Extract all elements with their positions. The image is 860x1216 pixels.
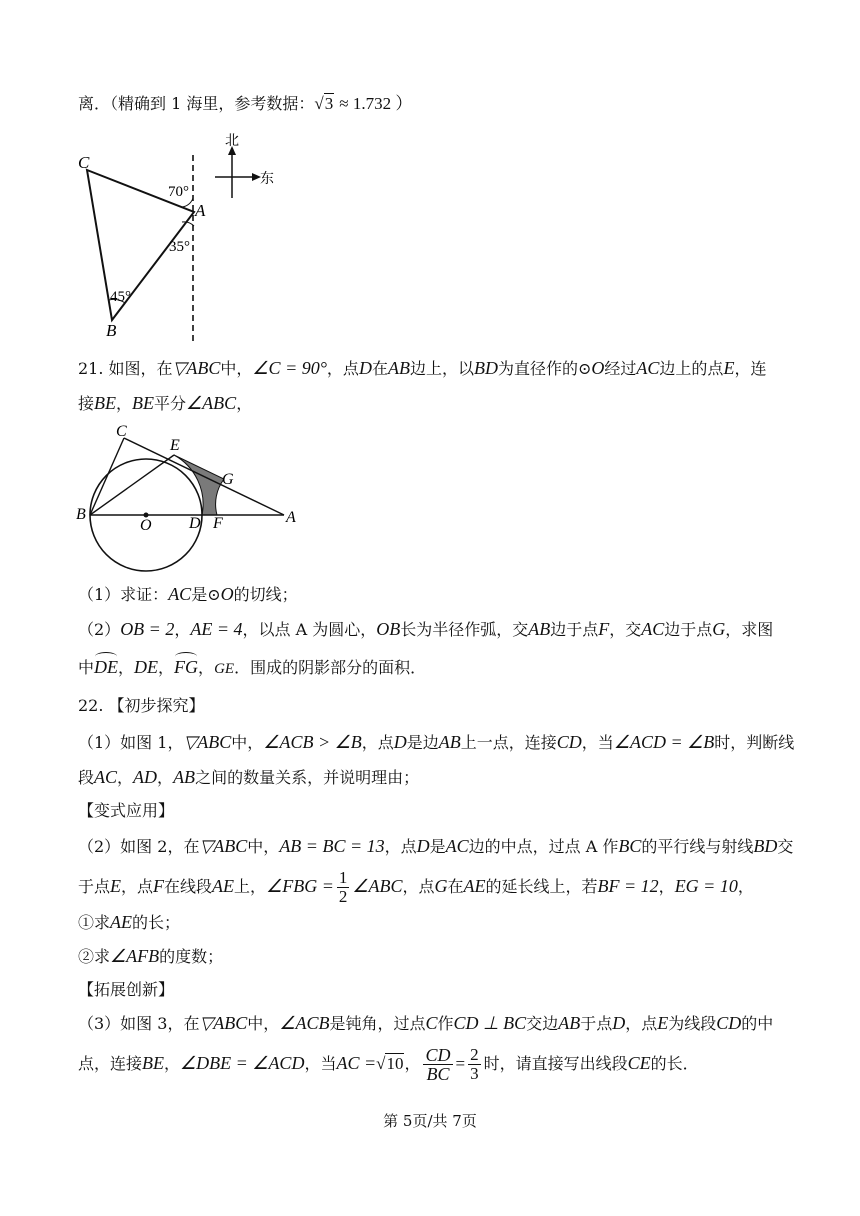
q22-part1-line1 <box>78 731 794 754</box>
q22-part1-line2 <box>78 766 419 789</box>
angle-FBG: ∠FBG = <box>266 876 334 896</box>
q22-p3-text: 作 <box>437 1014 454 1033</box>
q22-p2-text: ，点 <box>121 877 154 896</box>
fraction-numerator: 2 <box>470 1045 479 1064</box>
q21-p2-text: ．围成的阴影部分的面积． <box>234 658 427 677</box>
east-label: 东 <box>260 171 274 187</box>
q22-p2-text: 的长； <box>132 913 181 932</box>
segment-BE: BE <box>94 393 117 413</box>
q22-part2-sub2 <box>78 945 223 968</box>
bf-value: BF = 12 <box>597 876 659 896</box>
q21-p2-text: ，交 <box>609 620 642 639</box>
q22-p2-text: 上， <box>234 877 267 896</box>
label-A: A <box>286 509 296 526</box>
q22-p2-text: 的度数； <box>159 947 224 966</box>
q21-text: 在 <box>371 359 388 378</box>
q22-p3-text: 交边 <box>526 1014 559 1033</box>
equals-sign: = <box>455 1054 466 1073</box>
q22-part3-line2: 点，连接BE，∠DBE = ∠ACD，当AC =√10， $\frac{CD}{BC}$ = $\frac{2}{3}$ 时，请直接写出线段CE的长． <box>78 1045 699 1084</box>
segment-AC: AC <box>445 836 469 856</box>
prev-question-tail: 离．（精确到 1 海里，参考数据：√3 ≈ 1.732 ） <box>78 94 413 113</box>
label-B: B <box>76 506 86 523</box>
ob-value: OB = 2 <box>120 619 175 639</box>
point-C: C <box>425 1013 438 1033</box>
angle-ABC: ∠ABC <box>352 876 403 896</box>
prev-tail-text: 离．（精确到 1 海里，参考数据： <box>78 94 315 113</box>
q22-p1-text: 段 <box>78 768 95 787</box>
q21-text: ，连 <box>734 359 767 378</box>
segment-BD: BD <box>473 358 498 378</box>
fraction-denominator: 2 <box>338 887 348 906</box>
point-D: D <box>358 358 372 378</box>
segment-AC: AC <box>168 584 192 604</box>
q22-p2-text: ， <box>658 877 675 896</box>
segment-BC: BC <box>618 836 642 856</box>
angle-ACB: ∠ACB <box>279 1013 330 1033</box>
fraction-numerator: 1 <box>338 868 348 887</box>
q22-p1-text: ， <box>117 768 134 787</box>
angle-70-label: 70° <box>168 184 189 200</box>
segment-AC: AC <box>641 619 665 639</box>
q21-p2-text: ， <box>118 658 135 677</box>
q21-text: 边上，以 <box>409 359 474 378</box>
angle-C-condition: ∠C = 90° <box>252 358 327 378</box>
label-O: O <box>140 517 152 534</box>
q22-p3-text: 点，连接 <box>78 1054 143 1073</box>
q22-p3-text: 是钝角，过点 <box>329 1014 426 1033</box>
angle-condition-2: ∠ACD = ∠B <box>613 732 715 752</box>
q22-part2-line2 <box>78 866 754 907</box>
q22-p1-text: （1）如图 1， <box>78 733 184 752</box>
q22-p3-text: （3）如图 3，在 <box>78 1014 200 1033</box>
q22-p3-text: 为线段 <box>668 1014 717 1033</box>
ae-value: AE = 4 <box>190 619 243 639</box>
q22-p2-text: ， <box>737 877 754 896</box>
point-E: E <box>723 358 735 378</box>
q22-p3-text: ， <box>404 1054 421 1073</box>
q21-p1-text: （1）求证： <box>78 585 169 604</box>
segment-AB: AB <box>173 767 196 787</box>
ac-condition: AC = <box>336 1053 377 1073</box>
q22-section-variant: 【变式应用】 <box>78 801 175 820</box>
q22-p3-text: 的长． <box>650 1054 699 1073</box>
sqrt-value: 10 <box>386 1054 404 1073</box>
q22-p3-text: ，当 <box>304 1054 337 1073</box>
q22-p1-text: ，点 <box>361 733 394 752</box>
segment-AE: AE <box>463 876 486 896</box>
triangle-ABC-symbol: ▽ABC <box>199 1013 248 1033</box>
label-A: A <box>195 201 206 220</box>
q22-p2-text: 在 <box>447 877 464 896</box>
angle-equality: ∠DBE = ∠ACD <box>180 1053 305 1073</box>
segment-CD: CD <box>716 1013 742 1033</box>
q22-p2-text: 中， <box>247 837 280 856</box>
label-G: G <box>222 471 234 488</box>
label-E: E <box>170 437 180 454</box>
sqrt-value: 3 <box>324 94 334 113</box>
label-C: C <box>116 423 127 440</box>
q22-p1-text: 之间的数量关系，并说明理由； <box>195 768 420 787</box>
segment-AB: AB <box>528 619 551 639</box>
q22-p3-text: 于点 <box>580 1014 613 1033</box>
angle-ABC: ∠ABC <box>186 393 237 413</box>
segment-AD: AD <box>133 767 158 787</box>
q22-p2-text: 的延长线上，若 <box>485 877 598 896</box>
side-equality: AB = BC = 13 <box>279 836 385 856</box>
q22-p1-text: 时，判断线 <box>714 733 795 752</box>
q21-p2-text: ， <box>198 658 215 677</box>
q21-part1 <box>78 583 298 606</box>
q21-p1-text: 的切线； <box>233 585 298 604</box>
q21-p2-text: 中 <box>78 658 95 677</box>
triangle-ABC-symbol: ▽ABC <box>172 358 221 378</box>
q21-text: 中， <box>220 359 253 378</box>
q21-line1 <box>78 357 766 380</box>
fraction-cd-bc <box>423 1046 452 1083</box>
fraction-denominator: BC <box>426 1064 450 1084</box>
segment-DE: DE <box>134 657 159 677</box>
point-D: D <box>612 1013 626 1033</box>
q21-text: 为直径作的⊙ <box>497 359 592 378</box>
point-F: F <box>153 876 165 896</box>
q22-part3-line1 <box>78 1012 773 1035</box>
q21-text: ， <box>236 394 253 413</box>
q21-p1-text: 是⊙ <box>191 585 221 604</box>
point-E: E <box>657 1013 669 1033</box>
angle-condition: ∠ACB > ∠B <box>263 732 362 752</box>
segment-AB: AB <box>387 358 410 378</box>
north-label: 北 <box>225 133 239 149</box>
q21-number: 21. <box>78 359 104 378</box>
page-footer: 第 5页/共 7页 <box>383 1112 477 1130</box>
perpendicular-condition: CD ⊥ BC <box>453 1013 527 1033</box>
q21-p2-text: 边于点 <box>550 620 599 639</box>
q22-p2-text: 于点 <box>78 877 111 896</box>
segment-BE: BE <box>132 393 155 413</box>
q22-p2-text: 是 <box>429 837 446 856</box>
q21-text: ，点 <box>326 359 359 378</box>
angle-45-label: 45° <box>110 289 131 305</box>
point-F: F <box>598 619 610 639</box>
label-B: B <box>106 321 117 340</box>
point-O: O <box>591 358 605 378</box>
q22-part2-sub1 <box>78 911 180 934</box>
q21-p2-text: 长为半径作弧，交 <box>400 620 529 639</box>
q22-p1-text: 上一点，连接 <box>460 733 557 752</box>
point-D: D <box>416 836 430 856</box>
segment-AE: AE <box>110 912 133 932</box>
q22-p2-text: （2）如图 2，在 <box>78 837 200 856</box>
fraction-half <box>337 869 350 906</box>
triangle-ABC-symbol: ▽ABC <box>183 732 232 752</box>
q22-p2-text: 交 <box>777 837 794 856</box>
q21-p2-text: ，以点 A 为圆心， <box>242 620 377 639</box>
q21-p2-text: （2） <box>78 620 121 639</box>
q22-p2-text: ，点 <box>384 837 417 856</box>
segment-BD: BD <box>753 836 778 856</box>
triangle-ABC-symbol: ▽ABC <box>199 836 248 856</box>
arc-FG: FG <box>174 657 199 677</box>
q22-p2-text: 的平行线与射线 <box>641 837 754 856</box>
eg-value: EG = 10 <box>674 876 738 896</box>
point-G: G <box>434 876 448 896</box>
segment-AC: AC <box>94 767 118 787</box>
q22-p1-text: 是边 <box>406 733 439 752</box>
q22-section-extension: 【拓展创新】 <box>78 980 175 999</box>
q22-part2-line1 <box>78 835 793 858</box>
q21-text: 经过 <box>604 359 637 378</box>
q21-p2-text: ，求图 <box>725 620 774 639</box>
q22-p3-text: 时，请直接写出线段 <box>483 1054 628 1073</box>
point-O: O <box>220 584 234 604</box>
segment-CE: CE <box>627 1053 651 1073</box>
arc-DE: DE <box>94 657 119 677</box>
q22-p1-text: 中， <box>231 733 264 752</box>
q22-p2-text: 边的中点，过点 A 作 <box>468 837 619 856</box>
q21-part2-line1 <box>78 618 773 641</box>
q21-part2-line2 <box>78 656 426 680</box>
q22-heading: 22. 【初步探究】 <box>78 696 205 715</box>
q22-p3-text: ，点 <box>625 1014 658 1033</box>
segment-AB: AB <box>558 1013 581 1033</box>
fraction-denominator: 3 <box>470 1064 479 1083</box>
segment-AE: AE <box>212 876 235 896</box>
point-E: E <box>110 876 122 896</box>
q22-p1-text: ，当 <box>581 733 614 752</box>
approx-value: ≈ 1.732 ） <box>339 94 413 113</box>
q21-text: 平分 <box>154 394 187 413</box>
navigation-figure <box>70 130 290 345</box>
q22-p2-text: ①求 <box>78 913 111 932</box>
q21-p2-text: ， <box>158 658 175 677</box>
q21-circle-figure <box>70 420 310 585</box>
q22-p3-text: ， <box>164 1054 181 1073</box>
label-D: D <box>189 515 201 532</box>
segment-GE: GE <box>214 661 235 677</box>
q22-p3-text: 的中 <box>741 1014 774 1033</box>
q21-text: 如图，在 <box>108 359 173 378</box>
q21-line2 <box>78 392 252 415</box>
q21-text: ， <box>116 394 133 413</box>
q22-p2-text: 在线段 <box>164 877 213 896</box>
label-C: C <box>78 153 90 172</box>
label-F: F <box>213 515 223 532</box>
angle-35-label: 35° <box>169 239 190 255</box>
segment-BE: BE <box>142 1053 165 1073</box>
shaded-region <box>174 455 224 515</box>
segment-AC: AC <box>636 358 660 378</box>
q21-p2-text: ， <box>174 620 191 639</box>
fraction-two-thirds <box>468 1046 481 1083</box>
segment-OB: OB <box>376 619 401 639</box>
q22-p1-text: ， <box>157 768 174 787</box>
angle-AFB: ∠AFB <box>110 946 160 966</box>
segment-CD: CD <box>556 732 582 752</box>
q22-p2-text: ②求 <box>78 947 111 966</box>
q22-p2-text: ，点 <box>402 877 435 896</box>
q22-p3-text: 中， <box>247 1014 280 1033</box>
q21-text: 边上的点 <box>659 359 724 378</box>
segment-AB: AB <box>438 732 461 752</box>
point-D: D <box>393 732 407 752</box>
q21-p2-text: 边于点 <box>664 620 713 639</box>
fraction-numerator: CD <box>425 1045 451 1065</box>
q21-text: 接 <box>78 394 95 413</box>
point-G: G <box>712 619 726 639</box>
